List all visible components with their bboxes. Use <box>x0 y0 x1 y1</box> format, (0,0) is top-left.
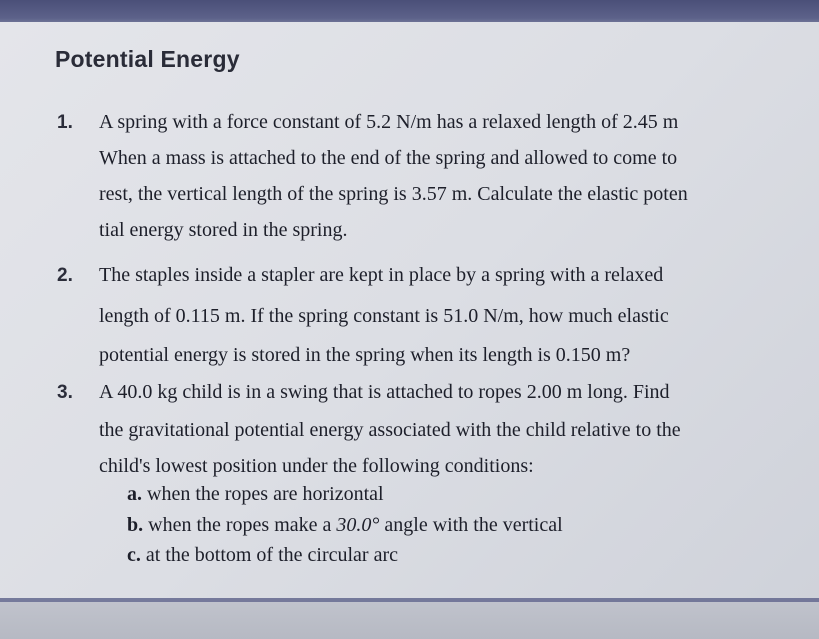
subpart-letter: b. <box>127 514 144 536</box>
bottom-margin <box>0 602 819 639</box>
subpart-letter: a. <box>127 483 142 505</box>
subpart-a <box>127 482 384 506</box>
problem-number: 2. <box>57 265 73 286</box>
problem-text-line: A spring with a force constant of 5.2 N/m has a relaxed length of 2.45 m <box>99 111 679 133</box>
problem-text-line: length of 0.115 m. If the spring constant is 51.0 N/m, how much elastic <box>99 305 669 327</box>
angle-value: 30.0° <box>336 514 380 536</box>
problem-text-line: potential energy is stored in the spring when its length is 0.150 m? <box>99 344 631 366</box>
problem-text-line: When a mass is attached to the end of the spring and allowed to come to <box>99 147 678 169</box>
problem-number: 3. <box>57 382 73 403</box>
problem-number: 1. <box>57 112 73 133</box>
problem-text-line: The staples inside a stapler are kept in place by a spring with a relaxed <box>99 264 664 286</box>
problem-text-line: tial energy stored in the spring. <box>99 219 348 241</box>
subpart-letter: c. <box>127 544 141 566</box>
subpart-text: when the ropes are horizontal <box>147 483 384 505</box>
problem-text-line: child's lowest position under the following conditions: <box>99 455 534 477</box>
subpart-c <box>127 543 398 567</box>
subpart-text: when the ropes make a <box>148 514 332 536</box>
subpart-text: angle with the vertical <box>384 514 563 536</box>
subpart-b <box>127 513 563 537</box>
problem-text-line: A 40.0 kg child is in a swing that is attached to ropes 2.00 m long. Find <box>99 381 670 403</box>
problem-text-line: rest, the vertical length of the spring is 3.57 m. Calculate the elastic poten <box>99 183 688 205</box>
subpart-text: at the bottom of the circular arc <box>145 544 398 566</box>
problem-text-line: the gravitational potential energy associated with the child relative to the <box>99 419 681 441</box>
page-title: Potential Energy <box>55 46 240 72</box>
